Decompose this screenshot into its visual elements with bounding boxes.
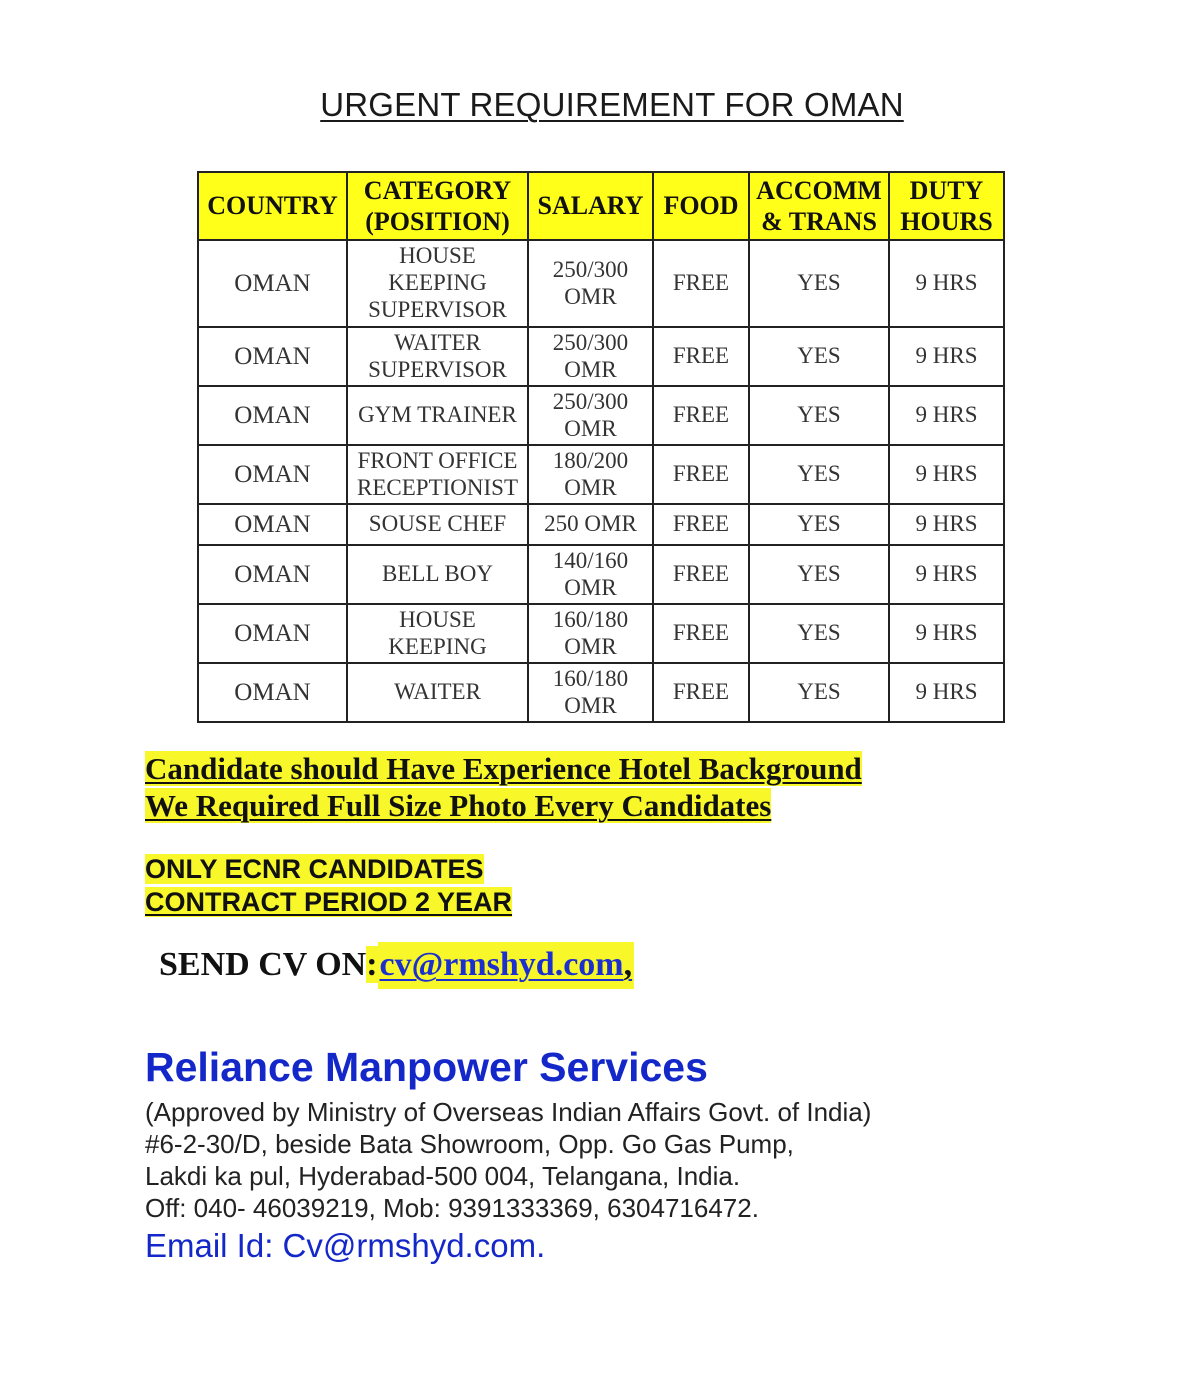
cell-accomm-text: YES [797, 679, 841, 705]
job-table [197, 171, 1005, 723]
header-salary-line: SALARY [537, 191, 644, 221]
cell-country [198, 445, 347, 504]
cell-salary [528, 545, 653, 604]
cell-country [198, 240, 347, 327]
company-approval: (Approved by Ministry of Overseas Indian Affairs Govt. of India) [145, 1097, 872, 1127]
cell-food [653, 327, 749, 386]
cell-salary [528, 240, 653, 327]
cell-position-line: KEEPING [388, 270, 487, 296]
cell-hours-text: 9 HRS [915, 270, 978, 296]
cell-hours-text: 9 HRS [915, 620, 978, 646]
cell-position-line: BELL BOY [382, 561, 493, 587]
cell-accomm [749, 386, 889, 445]
table-row [198, 504, 1004, 545]
cell-food-text: FREE [672, 511, 730, 537]
cell-accomm [749, 663, 889, 722]
cell-country-text: OMAN [234, 401, 311, 429]
cell-position-line: SUPERVISOR [368, 356, 507, 382]
cell-hours-text: 9 HRS [915, 561, 978, 587]
cell-country-text: OMAN [234, 342, 311, 370]
cell-position [347, 663, 528, 722]
cell-position-line: SOUSE CHEF [368, 511, 507, 537]
cell-food [653, 386, 749, 445]
cell-salary-line: 250 OMR [544, 511, 637, 537]
header-country-line: COUNTRY [207, 191, 338, 221]
cell-salary-line: OMR [564, 474, 617, 500]
cell-salary [528, 504, 653, 545]
cell-salary-line: OMR [564, 633, 617, 659]
table-row [198, 604, 1004, 663]
header-category-line: CATEGORY [363, 175, 512, 205]
cell-salary-line: 160/180 [552, 606, 629, 632]
cell-salary-line: OMR [564, 356, 617, 382]
cell-accomm-text: YES [797, 461, 841, 487]
cell-food [653, 604, 749, 663]
header-category-line: (POSITION) [365, 207, 510, 236]
send-cv-colon: : [366, 946, 378, 983]
table-row [198, 327, 1004, 386]
cell-food [653, 504, 749, 545]
send-cv-email-link[interactable] [378, 942, 635, 989]
table-body [198, 240, 1004, 722]
cell-position-line: WAITER [394, 679, 481, 705]
cell-accomm-text: YES [797, 561, 841, 587]
requirements-block [145, 853, 512, 919]
cell-hours [889, 327, 1004, 386]
cell-accomm [749, 545, 889, 604]
cell-position [347, 240, 528, 327]
cell-food-text: FREE [672, 270, 730, 296]
company-address-line1: #6-2-30/D, beside Bata Showroom, Opp. Go Gas Pump, [145, 1129, 794, 1159]
note-photo: We Required Full Size Photo Every Candidates [145, 788, 772, 823]
table-row [198, 663, 1004, 722]
table-row [198, 386, 1004, 445]
cell-hours [889, 604, 1004, 663]
header-food [653, 172, 749, 240]
cell-accomm [749, 240, 889, 327]
cell-food [653, 445, 749, 504]
cell-salary-line: OMR [564, 574, 617, 600]
cell-salary-line: 250/300 [552, 388, 629, 414]
cell-food-text: FREE [672, 561, 730, 587]
cell-position-line: RECEPTIONIST [357, 474, 518, 500]
send-cv-comma: , [623, 946, 633, 983]
cell-country [198, 604, 347, 663]
cell-position-line: KEEPING [388, 633, 487, 659]
cell-food-text: FREE [672, 402, 730, 428]
cell-salary [528, 386, 653, 445]
table-row [198, 240, 1004, 327]
notes-block [145, 750, 862, 824]
requirement-ecnr: ONLY ECNR CANDIDATES [145, 854, 484, 884]
table-header-row [198, 172, 1004, 240]
cell-salary-line: OMR [564, 283, 617, 309]
cell-salary [528, 445, 653, 504]
header-food-line: FOOD [663, 191, 739, 221]
cell-position [347, 545, 528, 604]
cell-accomm-text: YES [797, 511, 841, 537]
cell-accomm [749, 504, 889, 545]
cell-hours [889, 445, 1004, 504]
cell-food [653, 663, 749, 722]
cell-food-text: FREE [672, 461, 730, 487]
cell-salary [528, 327, 653, 386]
cell-country-text: OMAN [234, 510, 311, 538]
cell-position [347, 504, 528, 545]
cell-hours [889, 386, 1004, 445]
cell-hours-text: 9 HRS [915, 402, 978, 428]
cell-position [347, 445, 528, 504]
company-address-line2: Lakdi ka pul, Hyderabad-500 004, Telangana, India. [145, 1161, 741, 1191]
cell-accomm-text: YES [797, 343, 841, 369]
header-accomm-line: ACCOMM [756, 175, 882, 205]
company-email[interactable]: Email Id: Cv@rmshyd.com. [145, 1227, 546, 1264]
cell-salary [528, 663, 653, 722]
cell-food [653, 545, 749, 604]
cell-country [198, 386, 347, 445]
cell-food-text: FREE [672, 343, 730, 369]
header-salary [528, 172, 653, 240]
cell-salary-line: 140/160 [552, 547, 629, 573]
cell-country-text: OMAN [234, 460, 311, 488]
cell-accomm [749, 604, 889, 663]
header-accomm [749, 172, 889, 240]
cell-salary-line: 250/300 [552, 256, 629, 282]
cell-hours [889, 663, 1004, 722]
cell-country-text: OMAN [234, 619, 311, 647]
cell-position-line: FRONT OFFICE [357, 447, 518, 473]
company-details [145, 1096, 871, 1268]
cell-position-line: SUPERVISOR [368, 296, 507, 322]
cell-country [198, 545, 347, 604]
cell-salary-line: 180/200 [552, 447, 629, 473]
page-title: URGENT REQUIREMENT FOR OMAN [320, 86, 904, 123]
cell-hours-text: 9 HRS [915, 679, 978, 705]
header-category [347, 172, 528, 240]
cell-hours [889, 240, 1004, 327]
cell-hours [889, 504, 1004, 545]
cell-country-text: OMAN [234, 560, 311, 588]
cell-salary-line: OMR [564, 415, 617, 441]
cell-food [653, 240, 749, 327]
company-name: Reliance Manpower Services [145, 1044, 708, 1090]
cell-salary-line: OMR [564, 692, 617, 718]
cell-accomm-text: YES [797, 270, 841, 296]
note-experience: Candidate should Have Experience Hotel Background [145, 751, 862, 786]
header-duty-line: DUTY [909, 175, 984, 205]
send-cv-label: SEND CV ON [159, 946, 367, 983]
cell-country-text: OMAN [234, 678, 311, 706]
cell-hours-text: 9 HRS [915, 461, 978, 487]
cell-accomm-text: YES [797, 620, 841, 646]
header-duty-line: HOURS [900, 207, 993, 236]
cell-position [347, 604, 528, 663]
cell-hours-text: 9 HRS [915, 511, 978, 537]
cell-position-line: HOUSE [399, 243, 476, 269]
cell-hours [889, 545, 1004, 604]
cell-hours-text: 9 HRS [915, 343, 978, 369]
header-country [198, 172, 347, 240]
cell-accomm [749, 445, 889, 504]
cell-salary-line: 160/180 [552, 665, 629, 691]
cell-country [198, 327, 347, 386]
cell-country-text: OMAN [234, 269, 311, 297]
cell-accomm [749, 327, 889, 386]
header-duty [889, 172, 1004, 240]
company-phones: Off: 040- 46039219, Mob: 9391333369, 6304716472. [145, 1193, 759, 1223]
table-row [198, 545, 1004, 604]
cell-position [347, 386, 528, 445]
cell-salary-line: 250/300 [552, 329, 629, 355]
cell-country [198, 504, 347, 545]
send-cv-email-text: cv@rmshyd.com [379, 946, 624, 983]
cell-position-line: WAITER [394, 329, 481, 355]
cell-food-text: FREE [672, 620, 730, 646]
table-row [198, 445, 1004, 504]
cell-position-line: GYM TRAINER [358, 402, 517, 428]
send-cv-line [159, 946, 634, 984]
cell-accomm-text: YES [797, 402, 841, 428]
cell-country [198, 663, 347, 722]
cell-position [347, 327, 528, 386]
cell-salary [528, 604, 653, 663]
header-accomm-line: & TRANS [761, 207, 877, 236]
requirement-contract: CONTRACT PERIOD 2 YEAR [145, 887, 513, 917]
cell-food-text: FREE [672, 679, 730, 705]
cell-position-line: HOUSE [399, 606, 476, 632]
